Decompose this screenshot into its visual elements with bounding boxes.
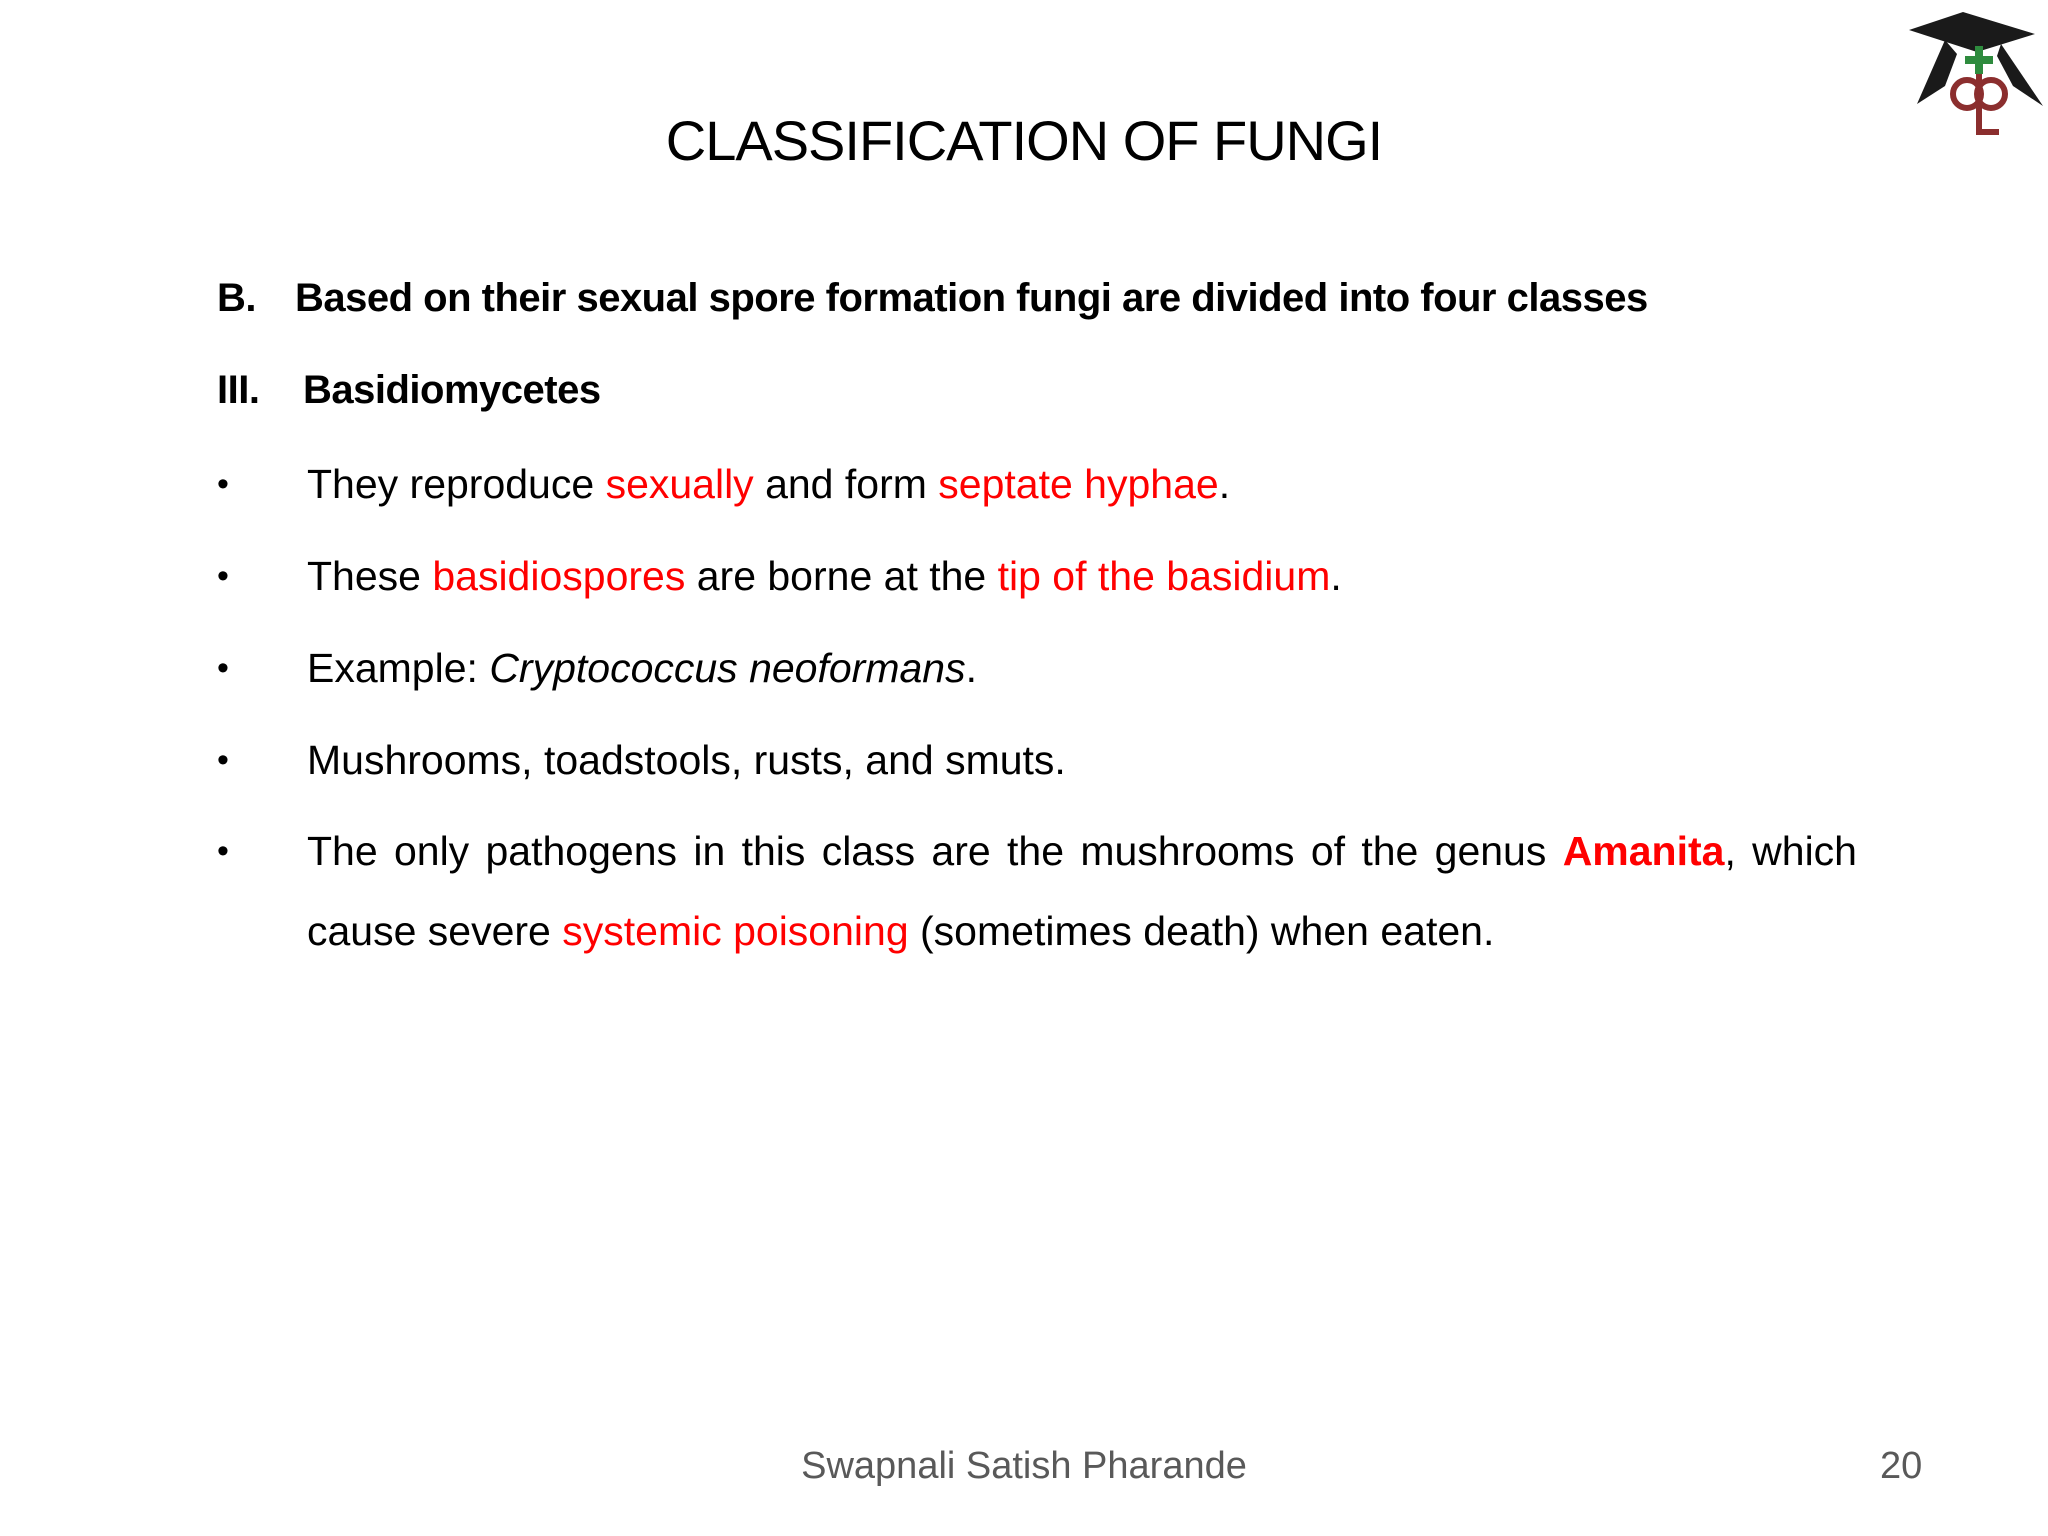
subsection-heading (217, 368, 601, 413)
highlight-term: basidiospores (432, 553, 686, 599)
highlight-term: septate hyphae (938, 461, 1219, 507)
highlight-term: Amanita (1562, 828, 1725, 874)
text-span: , which cause severe (307, 828, 1857, 954)
section-heading (217, 276, 1648, 321)
text-span: These (307, 553, 433, 599)
bullet-icon: • (217, 557, 229, 595)
highlight-term: tip of the basidium (997, 553, 1331, 599)
bullet-text (307, 444, 1857, 524)
subsection-marker: III. (217, 368, 260, 412)
slide-title: CLASSIFICATION OF FUNGI (665, 109, 1383, 172)
bullet-text (307, 811, 1857, 971)
text-span: Example: (307, 645, 490, 691)
subsection-text: Basidiomycetes (303, 368, 601, 412)
bullet-icon: • (217, 832, 229, 870)
bullet-icon: • (217, 465, 229, 503)
text-span: (sometimes death) when eaten. (908, 908, 1495, 954)
bullet-text: Mushrooms, toadstools, rusts, and smuts. (307, 737, 1066, 783)
text-span: The only pathogens in this class are the mushrooms of the genus (307, 828, 1563, 874)
text-span: and form (753, 461, 939, 507)
bullet-text (307, 628, 1857, 708)
bullet-icon: • (217, 741, 229, 779)
bullet-icon: • (217, 649, 229, 687)
text-span: . (965, 645, 977, 691)
text-span: They reproduce (307, 461, 606, 507)
highlight-term: systemic poisoning (562, 908, 909, 954)
page-number: 20 (1880, 1445, 1923, 1487)
bullet-text (307, 536, 1857, 616)
species-name: Cryptococcus neoformans (489, 645, 966, 691)
text-span: . (1218, 461, 1231, 507)
highlight-term: sexually (605, 461, 754, 507)
text-span: . (1330, 553, 1342, 599)
footer-author: Swapnali Satish Pharande (801, 1445, 1247, 1487)
text-span: are borne at the (685, 553, 998, 599)
section-text: Based on their sexual spore formation fungi are divided into four classes (295, 276, 1648, 320)
section-marker: B. (217, 276, 256, 320)
